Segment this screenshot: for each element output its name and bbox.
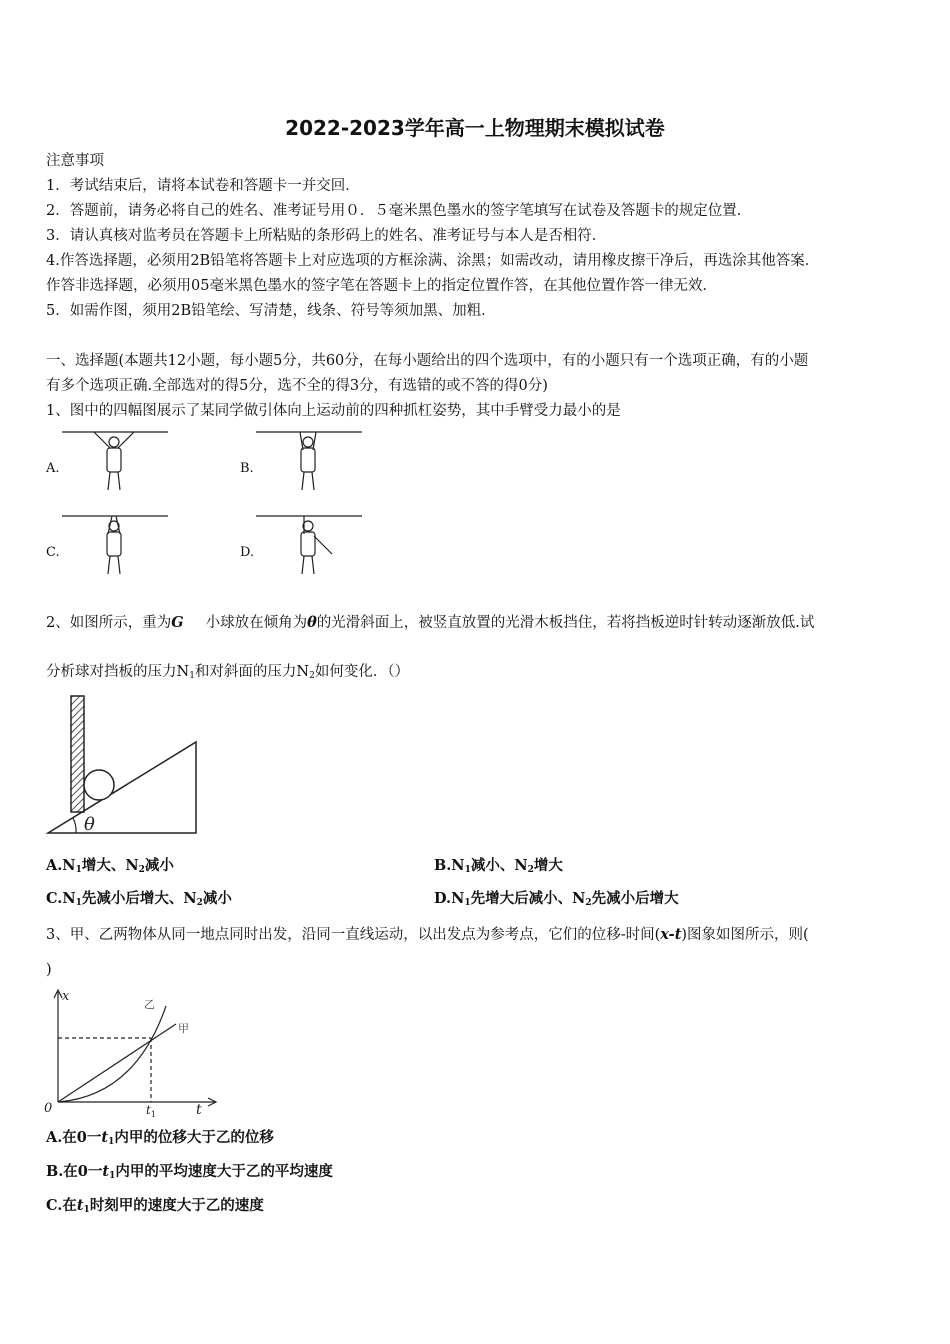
question-3-stem-line-2: ): [46, 962, 52, 978]
section-1-intro-line-2: 有多个选项正确.全部选对的得5分，选不全的得3分，有选错的或不答的得0分): [46, 378, 548, 394]
series-yi-curve: [58, 1006, 166, 1102]
notice-item-3: 3．请认真核对监考员在答题卡上所粘贴的条形码上的姓名、准考证号与本人是否相符．: [46, 228, 607, 244]
notice-item-4-cont: 作答非选择题，必须用05毫米黑色墨水的签字笔在答题卡上的指定位置作答，在其他位置作答一律无效．: [46, 278, 717, 294]
theta-label: θ: [84, 814, 95, 835]
q2-option-c: $C.N_1$先减小后增大、$N_2$减小: [46, 890, 232, 908]
q3-option-a: A.在0一$t_1$内甲的位移大于乙的位移: [46, 1129, 274, 1147]
notice-item-4: 4.作答选择题，必须用2B铅笔将答题卡上对应选项的方框涂满、涂黑；如需改动，请用橡皮擦干净后，再选涂其他答案．: [46, 253, 820, 269]
question-1-stem: 1、图中的四幅图展示了某同学做引体向上运动前的四种抓杠姿势，其中手臂受力最小的是: [46, 403, 621, 419]
q1-option-c-label: C.: [46, 545, 60, 560]
notice-item-5: 5．如需作图，须用2B铅笔绘、写清楚，线条、符号等须加黑、加粗．: [46, 303, 496, 319]
series-jia-label: 甲: [178, 1022, 189, 1035]
q2-option-b: $B.N_1$减小、$N_2$增大: [434, 857, 563, 875]
q2-incline-figure: [46, 694, 198, 836]
t1-label: $t_1$: [146, 1103, 156, 1119]
q1-figure-a: [62, 428, 170, 494]
q3-option-b: B.在0一$t_1$内甲的平均速度大于乙的平均速度: [46, 1163, 333, 1181]
question-2-stem-line-1: 2、如图所示，重为G 小球放在倾角为θ的光滑斜面上，被竖直放置的光滑木板挡住，若将挡板逆时针转动逐渐放低.试: [46, 614, 815, 631]
q3-option-c: C.在$t_1$时刻甲的速度大于乙的速度: [46, 1197, 264, 1215]
q1-option-a-label: A.: [46, 461, 60, 476]
notice-item-1: 1．考试结束后，请将本试卷和答题卡一并交回．: [46, 178, 360, 194]
q1-option-d-label: D.: [240, 545, 255, 560]
origin-label: 0: [44, 1101, 53, 1116]
q1-figure-d: [256, 512, 364, 578]
question-3-stem-line-1: 3、甲、乙两物体从同一地点同时出发，沿同一直线运动，以出发点为参考点，它们的位移-时间(x-t)图象如图所示，则(: [46, 926, 809, 943]
series-yi-label: 乙: [144, 998, 155, 1011]
question-2-stem-line-2: 分析球对挡板的压力$N_1$和对斜面的压力$N_2$如何变化．（）: [46, 664, 410, 681]
q1-option-b-label: B.: [240, 461, 254, 476]
q2-option-a: $A.N_1$增大、$N_2$减小: [46, 857, 174, 875]
x-axis-label: t: [196, 1102, 202, 1118]
q1-figure-b: [256, 428, 364, 494]
notice-heading: 注意事项: [46, 153, 104, 169]
section-1-intro-line-1: 一、选择题(本题共12小题，每小题5分，共60分，在每小题给出的四个选项中，有的小题只有一个选项正确，有的小题: [46, 353, 809, 369]
notice-item-2: 2．答题前，请务必将自己的姓名、准考证号用０．５毫米黑色墨水的签字笔填写在试卷及答题卡的规定位置．: [46, 203, 752, 219]
y-axis-label: x: [62, 989, 70, 1004]
q3-xt-graph: [40, 986, 220, 1120]
q2-option-d: $D.N_1$先增大后减小、$N_2$先减小后增大: [434, 890, 679, 908]
series-jia-line: [58, 1024, 176, 1102]
q1-figure-c: [62, 512, 170, 578]
page-title: 2022-2023学年高一上物理期末模拟试卷: [285, 116, 665, 140]
